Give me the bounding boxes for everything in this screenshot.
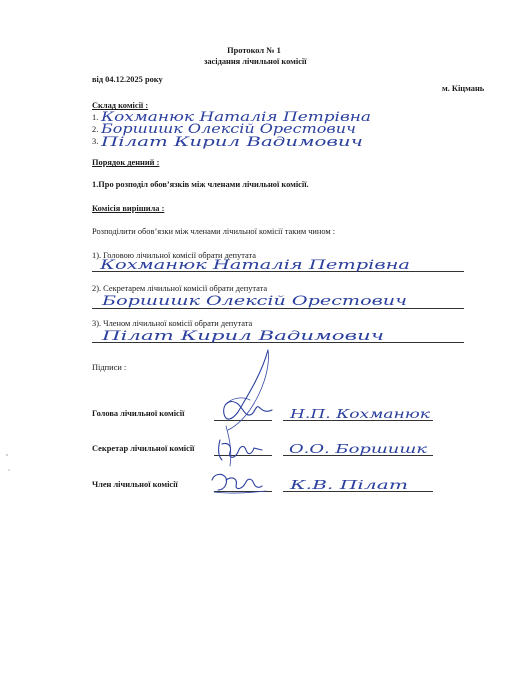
signature-role-2: Секретар лічильної комісії xyxy=(92,444,195,453)
protocol-date: від 04.12.2025 року xyxy=(92,75,163,84)
document-title: Протокол № 1 xyxy=(227,46,281,55)
signature-2-scribble xyxy=(219,426,262,466)
signature-role-1: Голова лічильної комісії xyxy=(92,409,185,418)
signature-name-2: О.О. Боршишк xyxy=(289,442,429,456)
composition-num-1: 1. xyxy=(92,113,99,122)
decision-intro: Розподілити обов’язки між членами лічильної комісії таким чином : xyxy=(92,227,336,236)
name-line-1 xyxy=(283,420,433,421)
decision-name-2: Боршишк Олексій Орестович xyxy=(100,294,407,309)
agenda-item: 1.Про розподіл обов’язків між членами лічильної комісії. xyxy=(92,180,309,189)
signature-name-1: Н.П. Кохманюк xyxy=(288,407,432,421)
signature-line-3 xyxy=(214,491,272,492)
signatures-heading: Підписи : xyxy=(92,363,127,372)
agenda-heading: Порядок денний : xyxy=(92,158,160,167)
fill-line-1 xyxy=(92,271,464,272)
signature-line-1 xyxy=(214,420,272,421)
composition-name-1: Кохманюк Наталія Петрівна xyxy=(99,110,371,125)
signature-1-scribble xyxy=(224,350,272,430)
decision-item-1-label: 1). Головою лічильної комісії обрати депутата xyxy=(92,251,256,260)
name-line-2 xyxy=(283,455,433,456)
name-line-3 xyxy=(283,491,433,492)
composition-name-3: Пілат Кирил Вадимович xyxy=(99,135,364,150)
composition-name-2: Боршишк Олексій Орестович xyxy=(99,122,356,137)
scan-speck xyxy=(8,469,9,470)
protocol-place: м. Кіцмань xyxy=(442,84,485,93)
decision-name-1: Кохманюк Наталія Петрівна xyxy=(98,258,410,273)
document-subtitle: засідання лічильної комісії xyxy=(204,57,307,66)
decision-name-3: Пілат Кирил Вадимович xyxy=(100,329,384,344)
composition-heading: Склад комісії : xyxy=(92,101,149,110)
composition-num-3: 3. xyxy=(92,137,99,146)
signature-role-3: Член лічильної комісії xyxy=(92,480,178,489)
decision-item-2-label: 2). Секретарем лічильної комісії обрати депутата xyxy=(92,284,268,293)
signature-line-2 xyxy=(214,455,272,456)
signature-name-3: К.В. Пілат xyxy=(288,478,408,492)
decision-heading: Комісія вирішила : xyxy=(92,204,165,213)
composition-num-2: 2. xyxy=(92,125,99,134)
fill-line-3 xyxy=(92,342,464,343)
fill-line-2 xyxy=(92,308,464,309)
scan-speck xyxy=(6,454,7,455)
decision-item-3-label: 3). Членом лічильної комісії обрати депутата xyxy=(92,319,253,328)
